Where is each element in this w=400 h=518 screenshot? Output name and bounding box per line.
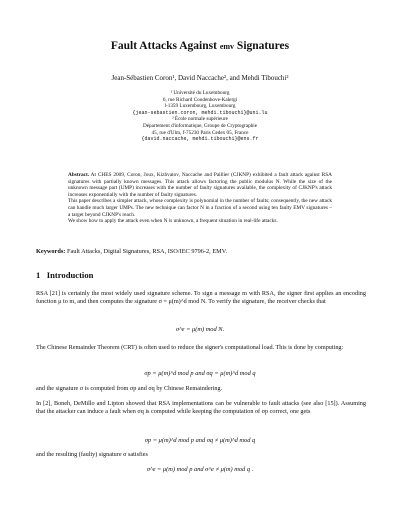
abstract: Abstract. At CHES 2009, Coron, Joux, Kizhvatov, Naccache and Paillier (CJKNP) exhibited a fault attack against RSA signatures with partially known messages. This attack allows factoring the public modulus N. While the size of the unknown message part (UMP) increases with the number of faulty signatures available, the complexity of CJKNP's attack increases exponentially with the number of faulty signatures. This paper describes a simpler attack, whose complexity is polynomial in the number of faults; consequently, the new attack can handle much larger UMPs. The new technique can factor N in a fraction of a second using ten faulty EMV signatures – a target beyond CJKNP's reach. We show how to apply the attack even when N is unknown, a frequent situation in real-life attacks. xyxy=(68,172,332,225)
keywords: Keywords: Fault Attacks, Digital Signatures, RSA, ISO/IEC 9796-2, EMV. xyxy=(36,248,228,255)
intro-paragraph-3: and the signature σ is computed from σp and σq by Chinese Remaindering. xyxy=(36,385,223,392)
equation-faulty-signature: σ^e = μ(m) mod p and σ^e ≠ μ(m) mod q . xyxy=(146,466,254,473)
intro-paragraph-4: In [2], Boneh, DeMillo and Lipton showed that RSA implementations can be vulnerable to fault attacks (see also [15]). Assuming that the attacker can induce a fault when σq is computed while keeping the computation of σp correct, one gets xyxy=(36,400,366,415)
equation-verify: σ^e = μ(m) mod N. xyxy=(175,326,225,333)
intro-paragraph-2: The Chinese Remainder Theorem (CRT) is often used to reduce the signer's computational load. This is done by computing: xyxy=(36,344,344,351)
equation-crt: σp = μ(m)^d mod p and σq = μ(m)^d mod q xyxy=(144,370,256,377)
title-emv: emv xyxy=(219,42,235,51)
email-uni-lu: {jean-sebastien.coron, mehdi.tibouchi}@uni.lu xyxy=(132,109,268,116)
paper-title: Fault Attacks Against emv Signatures xyxy=(110,40,290,52)
equation-fault: σp = μ(m)^d mod p and σq ≠ μ(m)^d mod q xyxy=(144,437,256,444)
affiliations: ¹ Université du Luxembourg 6, rue Richard Coudenhove-Kalergi l-1359 Luxembourg, Luxembourg {jean-sebastien.coron, mehdi.tibouchi}@uni.lu ² École normale supérieure Département d'informatique, Groupe de Cryptographie 45, rue d'Ulm, f-75230 Paris Cedex 05, France {david.naccache, mehdi.tibouchi}@ens.fr xyxy=(0,90,400,143)
abstract-label: Abstract. xyxy=(68,172,90,178)
author-list: Jean-Sébastien Coron¹, David Naccache², and Mehdi Tibouchi² xyxy=(111,74,289,82)
email-ens-fr: {david.naccache, mehdi.tibouchi}@ens.fr xyxy=(141,136,259,143)
section-heading: 1 Introduction xyxy=(36,270,94,280)
intro-paragraph-5: and the resulting (faulty) signature σ satisfies xyxy=(36,451,148,458)
intro-paragraph-1: RSA [21] is certainly the most widely used signature scheme. To sign a message m with RSA, the signer first applies an encoding function μ to m, and then computes the signature σ = μ(m)^d mod N. To verify the signature, the receiver checks that xyxy=(36,290,366,305)
